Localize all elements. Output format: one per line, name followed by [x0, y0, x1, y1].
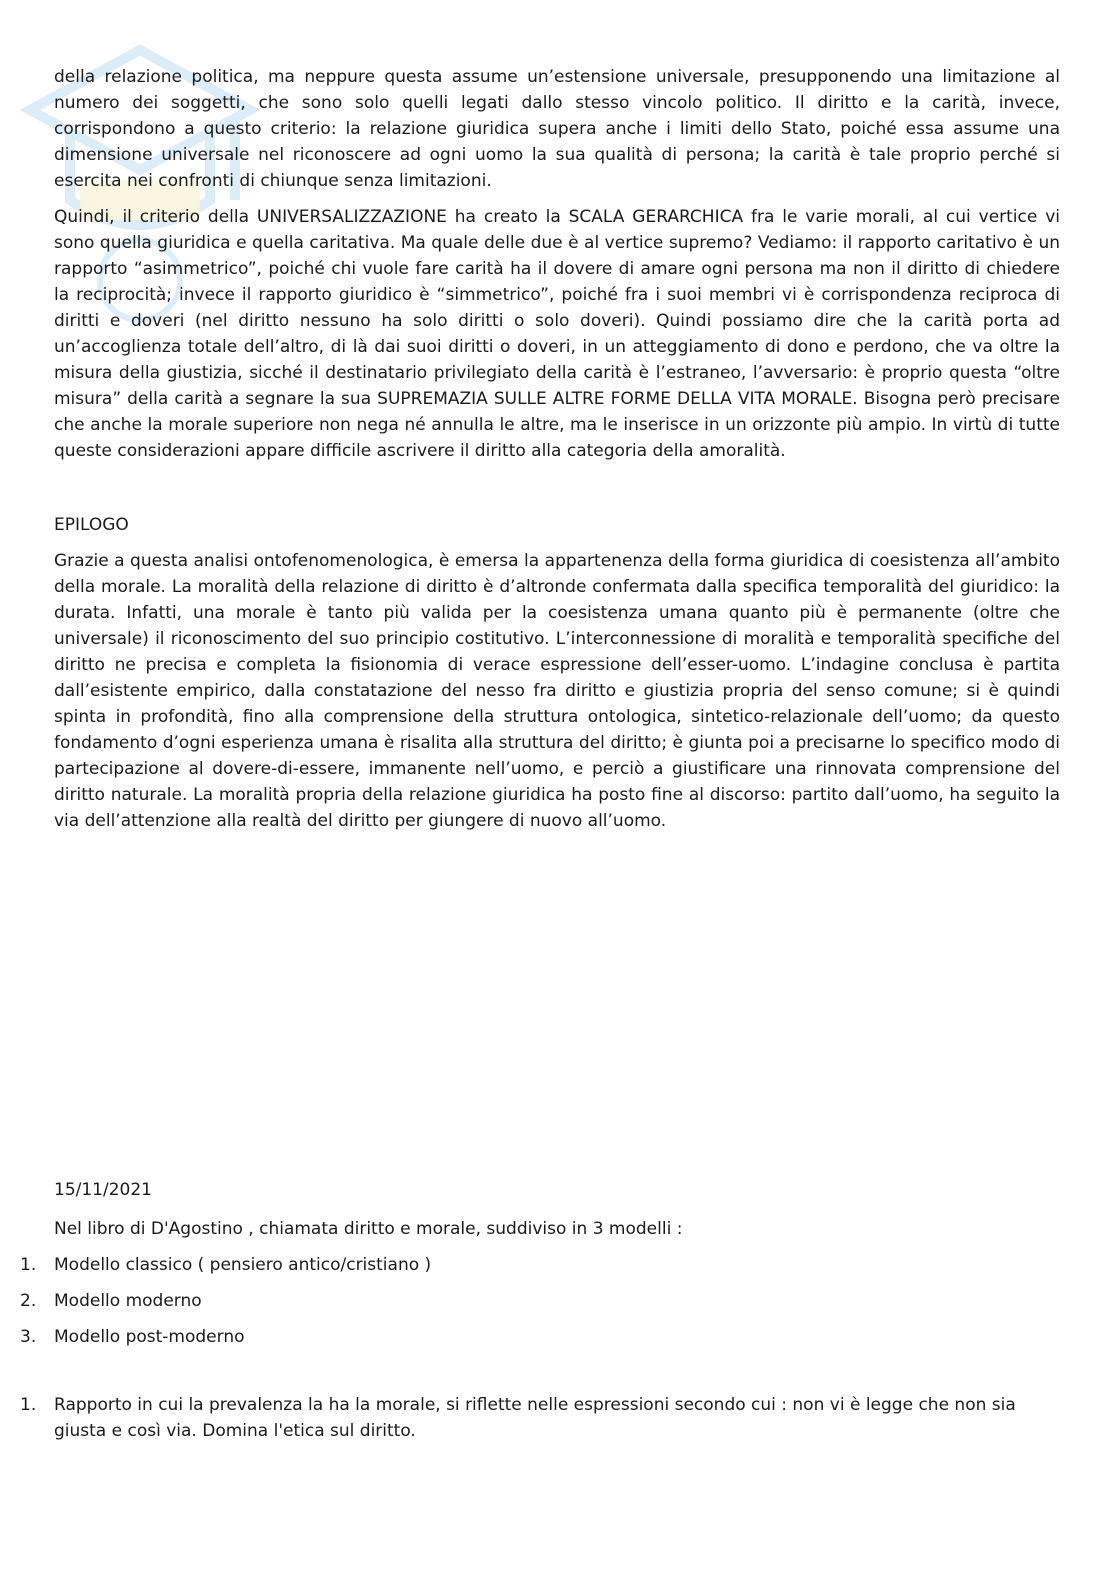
list-text: Modello moderno: [54, 1291, 202, 1311]
paragraph-universalizzazione: Quindi, il criterio della UNIVERSALIZZAZIONE ha creato la SCALA GERARCHICA fra le varie morali, al cui vertice vi sono quella giuridica e quella caritativa. Ma quale delle due è al vertice supremo? Vediamo: il rapporto caritativo è un rapporto “asimmetrico”, poiché chi vuole fare carità ha il dovere di amare ogni persona ma non il diritto di chiedere la reciprocità; invece il rapporto giuridico è “simmetrico”, poiché fra i suoi membri vi è corrispondenza reciproca di diritti e doveri (nel diritto nessuno ha solo diritti o solo doveri). Quindi possiamo dire che la carità porta ad un’accoglienza totale dell’altro, di là dai suoi diritti o doveri, in un atteggiamento di dono e perdono, che va oltre la misura della giustizia, sicché il destinatario privilegiato della carità è l’estraneo, l’avversario: è proprio questa “oltre misura” della carità a segnare la sua SUPREMAZIA SULLE ALTRE FORME DELLA VITA MORALE. Bisogna però precisare che anche la morale superiore non nega né annulla le altre, ma le inserisce in un orizzonte più ampio. In virtù di tutte queste considerazioni appare difficile ascrivere il diritto alla categoria della amoralità.: [54, 207, 1060, 461]
note-date: 15/11/2021: [54, 1180, 152, 1200]
epilogo-heading: EPILOGO: [54, 515, 129, 535]
paragraph-relazione-politica: della relazione politica, ma neppure questa assume un’estensione universale, presupponendo una limitazione al numero dei soggetti, che sono solo quelli legati dallo stesso vincolo politico. Il diritto e la carità, invece, corrispondono a questo criterio: la relazione giuridica supera anche i limiti dello Stato, poiché essa assume una dimensione universale nel riconoscere ad ogni uomo la sua qualità di persona; la carità è tale proprio perché si esercita nei confronti di chiunque senza limitazioni.: [54, 67, 1060, 191]
list-text: Modello post-moderno: [54, 1327, 245, 1347]
list-item: [20, 1324, 1060, 1360]
list-item: [20, 1392, 1060, 1444]
list-item: [20, 1252, 1060, 1288]
list-text: Modello classico ( pensiero antico/cristiano ): [54, 1255, 432, 1275]
paragraph-epilogo: Grazie a questa analisi ontofenomenologica, è emersa la appartenenza della forma giuridica di coesistenza all’ambito della morale. La moralità della relazione di diritto è d’altronde confermata dalla specifica temporalità del giuridico: la durata. Infatti, una morale è tanto più valida per la coesistenza umana quanto più è permanente (oltre che universale) il riconoscimento del suo principio costitutivo. L’interconnessione di moralità e temporalità specifiche del diritto ne precisa e completa la fisionomia di verace espressione dell’esser-uomo. L’indagine conclusa è partita dall’esistente empirico, dalla constatazione del nesso fra diritto e giustizia propria del senso comune; si è quindi spinta in profondità, fino alla comprensione della struttura ontologica, sintetico-relazionale dell’uomo; da questo fondamento d’ogni esperienza umana è risalita alla struttura del diritto; è giunta poi a precisarne lo specifico modo di partecipazione al dovere-di-essere, immanente nell’uomo, e perciò a giustificare una rinnovata comprensione del diritto naturale. La moralità propria della relazione giuridica ha posto fine al discorso: partito dall’uomo, ha seguito la via dell’attenzione alla realtà del diritto per giungere di nuovo all’uomo.: [54, 551, 1060, 831]
note-intro: Nel libro di D'Agostino , chiamata diritto e morale, suddiviso in 3 modelli :: [54, 1219, 683, 1239]
list-number: 2.: [20, 1291, 37, 1311]
list-text: Rapporto in cui la prevalenza la ha la morale, si riflette nelle espressioni secondo cui : non vi è legge che non sia giusta e così via. Domina l'etica sul diritto.: [54, 1395, 1016, 1441]
points-list: [20, 1392, 1060, 1444]
document-page: [20, 64, 1060, 1441]
models-list: [20, 1252, 1060, 1360]
list-number: 1.: [20, 1395, 37, 1415]
list-item: [20, 1288, 1060, 1324]
list-number: 1.: [20, 1255, 37, 1275]
list-number: 3.: [20, 1327, 37, 1347]
